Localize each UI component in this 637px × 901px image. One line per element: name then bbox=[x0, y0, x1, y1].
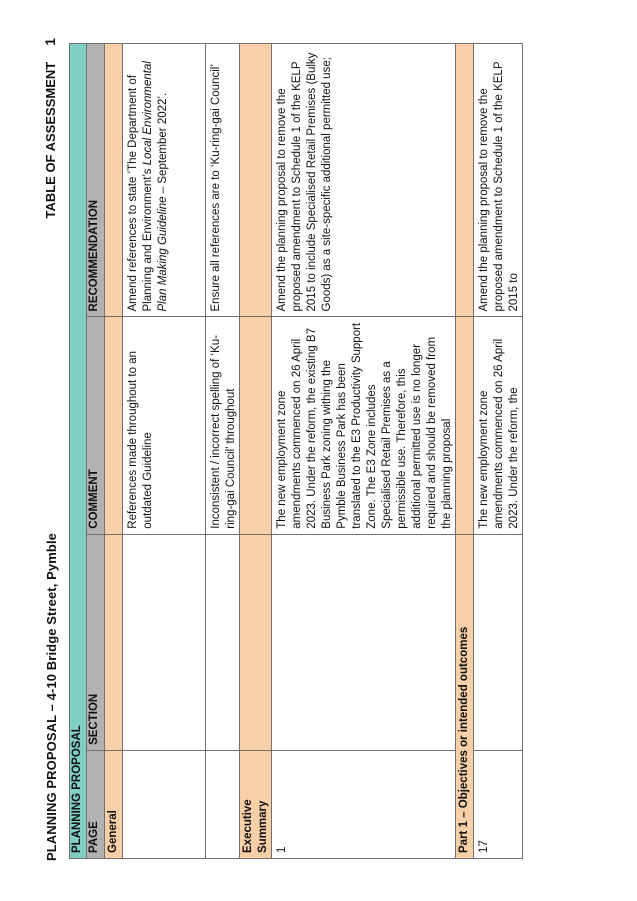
header-page: PAGE bbox=[87, 750, 105, 858]
cell-section bbox=[206, 534, 240, 750]
document-header-right bbox=[42, 38, 58, 219]
table-row bbox=[474, 44, 523, 859]
assessment-table bbox=[69, 43, 523, 859]
cell-page: 17 bbox=[474, 750, 523, 858]
section-title-general: General bbox=[105, 750, 123, 858]
section-title-part-1: Part 1 – Objectives or intended outcomes bbox=[456, 534, 474, 858]
cell-recommendation: Amend the planning proposal to remove the proposed amendment to Schedule 1 of the KELP 2015 to include Specialised Retail Premises (Bulky Goods) as a site-specific additional permitted use; bbox=[272, 44, 456, 317]
cell-comment: The new employment zone amendments commenced on 26 April 2023. Under the reform, the existing B7 Business Park zoning withing the Pymble Business Park has been translated to the E3 Productivity Support Zone. The E3 Zone includes Specialised Retail Premises as a permissible use. Therefore, this additional permitted use is no longer required and should be removed from the planning proposal bbox=[272, 317, 456, 534]
section-row-part-1 bbox=[456, 44, 474, 859]
section-row-general bbox=[105, 44, 123, 859]
table-of-assessment-label: TABLE OF ASSESSMENT bbox=[43, 61, 58, 219]
cell-page: 1 bbox=[272, 750, 456, 858]
cell-comment: Inconsistent / incorrect spelling of ‘Ku-ring-gai Council’ throughout bbox=[206, 317, 240, 534]
header-section: SECTION bbox=[87, 534, 105, 750]
cell-page bbox=[206, 750, 240, 858]
header-comment: COMMENT bbox=[87, 317, 105, 534]
cell-comment: The new employment zone amendments commenced on 26 April 2023. Under the reform, the bbox=[474, 317, 523, 534]
table-row bbox=[123, 44, 206, 859]
cell-section bbox=[123, 534, 206, 750]
cell-page bbox=[123, 750, 206, 858]
rec-text-start: Amend references to state ‘The Department of Planning and Environment’s bbox=[127, 74, 154, 312]
cell-section bbox=[474, 534, 523, 750]
cell-section bbox=[272, 534, 456, 750]
document-title: PLANNING PROPOSAL – 4-10 Bridge Street, Pymble bbox=[44, 533, 59, 861]
cell-recommendation: Amend the planning proposal to remove the proposed amendment to Schedule 1 of the KELP 2015 to bbox=[474, 44, 523, 317]
section-title-executive-summary: Executive Summary bbox=[240, 750, 272, 858]
header-recommendation: RECOMMENDATION bbox=[87, 44, 105, 317]
column-header-row bbox=[87, 44, 105, 859]
page-number: 1 bbox=[42, 38, 58, 46]
cell-recommendation: Ensure all references are to ‘Ku-ring-gai Council’ bbox=[206, 44, 240, 317]
table-row bbox=[206, 44, 240, 859]
section-row-executive-summary bbox=[240, 44, 272, 859]
cell-recommendation bbox=[123, 44, 206, 317]
proposal-title-row bbox=[70, 44, 87, 859]
rec-text-guideline-title: Local Environmental Plan Making Guideline bbox=[142, 61, 169, 312]
cell-comment: References made throughout to an outdated Guideline bbox=[123, 317, 206, 534]
proposal-title-cell: PLANNING PROPOSAL bbox=[70, 44, 87, 859]
rec-text-end: – September 2022’. bbox=[157, 92, 169, 197]
table-row bbox=[272, 44, 456, 859]
